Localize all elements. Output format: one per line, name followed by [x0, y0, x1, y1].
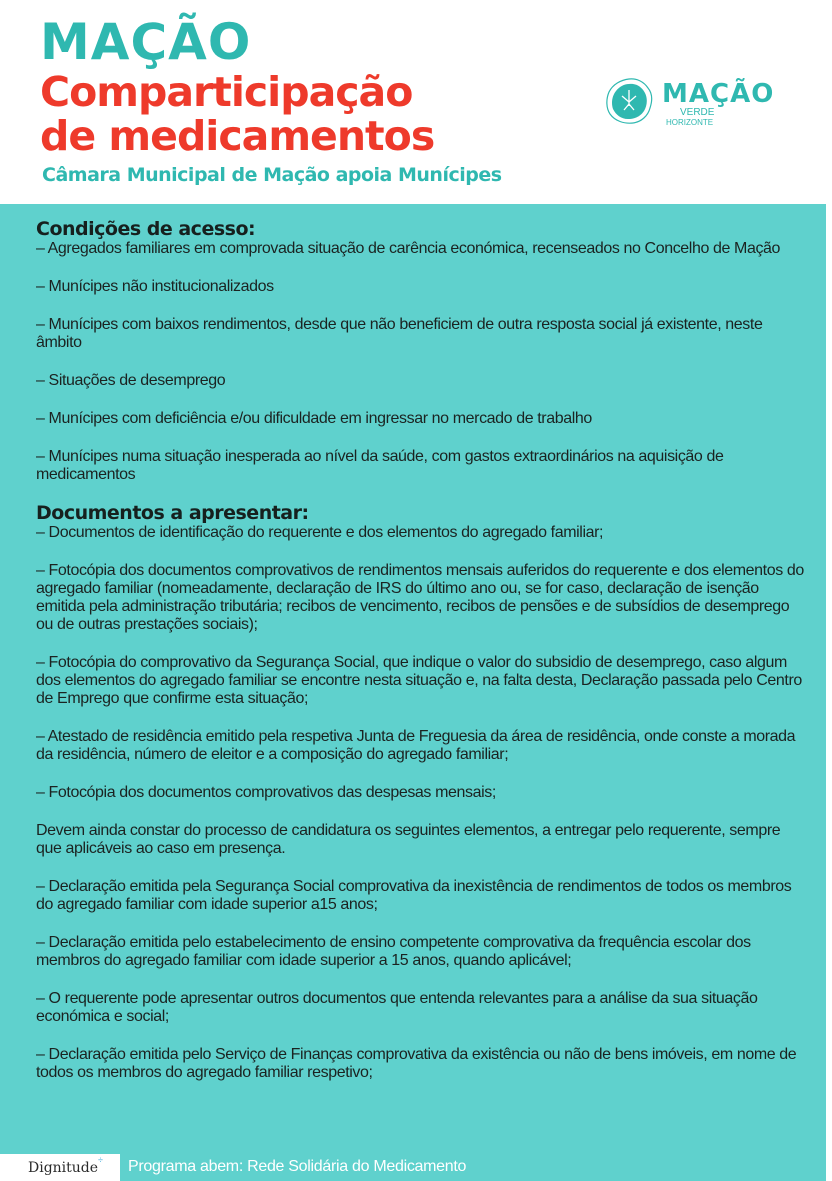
document-item: – Fotocópia dos documentos comprovativos de rendimentos mensais auferidos do requerente e dos elementos do agregado familiar (nomeadamente, declaração de IRS do último ano ou, se for caso, declaração de isenção emitida pela administração tributária; recibos de vencimento, recibos de pensões e de subsídios de desemprego ou de outras prestações sociais);: [36, 562, 804, 633]
program-name: Programa abem: Rede Solidária do Medicamento: [128, 1158, 467, 1175]
condition-item: – Situações de desemprego: [36, 372, 226, 389]
title-medicamentos: de medicamentos: [40, 112, 435, 160]
flower-emblem-icon: [604, 76, 654, 126]
document-item: – O requerente pode apresentar outros documentos que entenda relevantes para a análise da sua situação económica e social;: [36, 990, 758, 1025]
documents-heading: Documentos a apresentar:: [36, 502, 309, 524]
document-item: – Declaração emitida pela Segurança Social comprovativa da inexistência de rendimentos de todos os membros do agregado familiar com idade superior a15 anos;: [36, 878, 792, 913]
document-item: – Documentos de identificação do requerente e dos elementos do agregado familiar;: [36, 524, 604, 541]
dignitude-mark-icon: ÷: [98, 1155, 103, 1165]
info-panel: [0, 204, 826, 1154]
document-item: – Fotocópia dos documentos comprovativos das despesas mensais;: [36, 784, 496, 801]
subtitle: Câmara Municipal de Mação apoia Munícipes: [42, 164, 502, 186]
conditions-heading: Condições de acesso:: [36, 218, 256, 240]
logo-sub-verde: VERDE: [680, 107, 715, 118]
document-item: – Declaração emitida pelo Serviço de Finanças comprovativa da existência ou não de bens imóveis, em nome de todos os membros do agregado familiar respetivo;: [36, 1046, 797, 1081]
condition-item: – Munícipes numa situação inesperada ao nível da saúde, com gastos extraordinários na aquisição de medicamentos: [36, 448, 724, 483]
macao-logo: [600, 74, 780, 134]
condition-item: – Munícipes não institucionalizados: [36, 278, 274, 295]
dignitude-name: Dignitude: [28, 1160, 99, 1176]
document-item: – Atestado de residência emitido pela respetiva Junta de Freguesia da área de residência, onde conste a morada da residência, número de eleitor e a composição do agregado familiar;: [36, 728, 796, 763]
panel-content: [36, 218, 806, 1082]
document-item: – Fotocópia do comprovativo da Segurança Social, que indique o valor do subsidio de desemprego, caso algum dos elementos do agregado familiar se encontre nesta situação e, na falta desta, Declaração passada pelo Centro de Emprego que confirme esta situação;: [36, 654, 802, 707]
dignitude-logo: [0, 1154, 120, 1181]
document-item: – Declaração emitida pelo estabelecimento de ensino competente comprovativa da frequência escolar dos membros do agregado familiar com idade superior a 15 anos, quando aplicável;: [36, 934, 751, 969]
program-banner: [120, 1154, 826, 1181]
condition-item: – Munícipes com deficiência e/ou dificuldade em ingressar no mercado de trabalho: [36, 410, 592, 427]
title-comparticipacao: Comparticipação: [40, 68, 413, 116]
condition-item: – Agregados familiares em comprovada situação de carência económica, recenseados no Concelho de Mação: [36, 240, 781, 257]
footer: [0, 1154, 832, 1181]
document-note: Devem ainda constar do processo de candidatura os seguintes elementos, a entregar pelo requerente, sempre que aplicáveis ao caso em presença.: [36, 822, 781, 857]
condition-item: – Munícipes com baixos rendimentos, desde que não beneficiem de outra resposta social já existente, neste âmbito: [36, 316, 763, 351]
logo-sub-horizonte: HORIZONTE: [666, 118, 714, 127]
logo-name: MAÇÃO: [662, 79, 775, 109]
title-macao: MAÇÃO: [40, 13, 252, 71]
header: [0, 0, 832, 204]
